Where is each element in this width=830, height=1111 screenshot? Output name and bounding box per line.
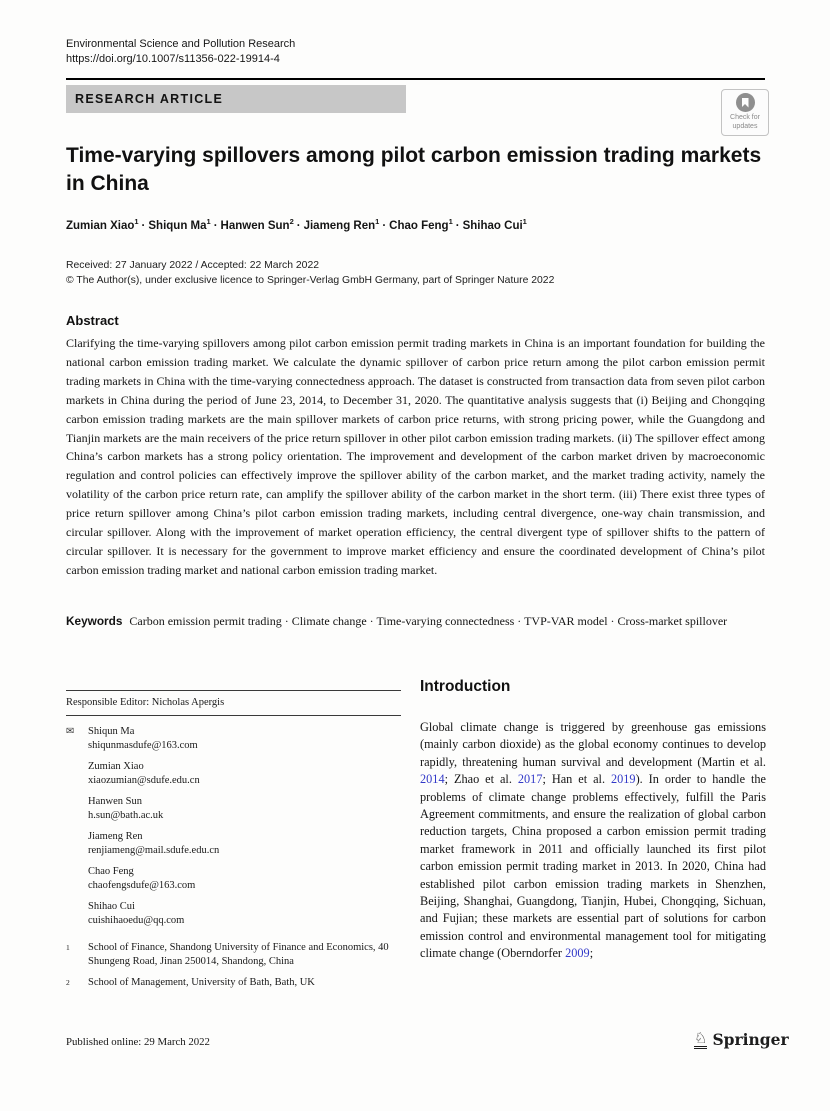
abstract-heading: Abstract [66, 313, 119, 328]
introduction-section [420, 678, 766, 963]
intro-text-segment: Global climate change is triggered by greenhouse gas emissions (mainly carbon dioxide) as the global economy continues to develop rapidly, threatening human survival and development (Martin et al. [420, 720, 766, 769]
article-type-banner [66, 85, 406, 113]
author-name: Hanwen Sun [220, 219, 290, 232]
author-affiliation-sup: 1 [375, 217, 380, 226]
contact-entry [66, 830, 401, 858]
springer-horse-icon: ♘ [694, 1029, 708, 1047]
author-name: Zumian Xiao [66, 219, 135, 232]
citation-link[interactable]: 2014 [420, 772, 445, 787]
contact-email[interactable]: xiaozumian@sdufe.edu.cn [88, 775, 200, 786]
journal-header [66, 37, 295, 67]
intro-text-segment: ; Han et al. [542, 772, 611, 787]
affiliation-text: School of Management, University of Bath, Bath, UK [88, 977, 315, 988]
affiliation-list [66, 941, 401, 997]
envelope-icon: ✉ [66, 726, 75, 737]
author-affiliation-sup: 1 [448, 217, 453, 226]
author-affiliation-sup: 2 [289, 217, 294, 226]
contact-entry [66, 795, 401, 823]
crossmark-icon [736, 93, 755, 112]
envelope-icon-placeholder [66, 865, 88, 893]
check-for-updates-badge[interactable] [721, 89, 769, 136]
author-separator: · [213, 219, 218, 232]
affiliation-number: 2 [66, 978, 70, 987]
author-name: Jiameng Ren [303, 219, 376, 232]
author-name: Chao Feng [389, 219, 449, 232]
envelope-icon-placeholder [66, 830, 88, 858]
check-updates-label: Check for updates [730, 114, 760, 130]
contact-email[interactable]: h.sun@bath.ac.uk [88, 810, 164, 821]
contact-email[interactable]: chaofengsdufe@163.com [88, 880, 196, 891]
author-affiliation-sup: 1 [522, 217, 527, 226]
intro-text-segment: ; Zhao et al. [444, 772, 518, 787]
copyright-line: © The Author(s), under exclusive licence to Springer-Verlag GmbH Germany, part of Springer Nature 2022 [66, 274, 555, 286]
dates-block [66, 259, 766, 288]
doi-text: https://doi.org/10.1007/s11356-022-19914-4 [66, 53, 280, 65]
envelope-icon-placeholder [66, 900, 88, 928]
header-divider [66, 78, 765, 80]
citation-link[interactable]: 2017 [517, 772, 543, 787]
contact-entry [66, 760, 401, 788]
keywords-label: Keywords [66, 614, 123, 628]
title-line-1: Time-varying spillovers among pilot carbon emission trading markets [66, 144, 762, 167]
contact-entry [66, 865, 401, 893]
article-type-label: RESEARCH ARTICLE [75, 92, 224, 106]
intro-text-segment: ; [589, 946, 594, 961]
springer-logo [694, 1030, 789, 1049]
affiliation-text: School of Finance, Shandong University of Finance and Economics, 40 Shungeng Road, Jinan 250014, Shandong, China [88, 942, 389, 967]
affiliation-number: 1 [66, 943, 70, 952]
contact-name: Hanwen Sun [88, 796, 142, 807]
contact-name: Jiameng Ren [88, 831, 143, 842]
editor-divider-bottom [66, 715, 401, 716]
springer-wordmark: Springer [712, 1030, 789, 1049]
contact-name: Chao Feng [88, 866, 134, 877]
contact-name: Shihao Cui [88, 901, 135, 912]
author-affiliation-sup: 1 [206, 217, 211, 226]
envelope-icon-placeholder [66, 795, 88, 823]
contact-name: Zumian Xiao [88, 761, 144, 772]
keywords-block [66, 613, 765, 631]
published-online: Published online: 29 March 2022 [66, 1036, 210, 1048]
responsible-editor: Responsible Editor: Nicholas Apergis [66, 697, 225, 708]
journal-name: Environmental Science and Pollution Research [66, 38, 296, 50]
intro-text-segment: ). In order to handle the problems of climate change problems effectively, fulfill the Paris Agreement commitments, and ensure the realization of global carbon reduction targets, China proposed a carbon emission permit trading market framework in 2011 and officially launched its first pilot carbon emission permit trading market in 2013. In 2020, China had established pilot carbon emission trading markets in Shenzhen, Beijing, Shanghai, Guangdong, Tianjin, Hubei, Chongqing, Sichuan, and Fujian; these markets are essential part of solutions for carbon emission control and environmental management tool for mitigating climate change (Oberndorfer [420, 772, 766, 961]
contact-email[interactable]: cuishihaoedu@qq.com [88, 915, 185, 926]
contact-entry [66, 725, 401, 753]
author-separator: · [455, 219, 460, 232]
abstract-text: Clarifying the time-varying spillovers among pilot carbon emission permit trading markets in China is an important foundation for building the national carbon emission trading market. We calculate the dynamic spillover of carbon price return among the pilot carbon emission permit trading markets in China with the time-varying connectedness approach. The dataset is constructed from transaction data from seven pilot carbon markets in China during the period of June 23, 2014, to December 31, 2020. The quantitative analysis suggests that (i) Beijing and Chongqing carbon emission trading markets are the main spillover markets of carbon price returns, with strong pricing power, while the Guangdong and Tianjin markets are the main receivers of the price return spillover in other pilot carbon emission trading markets. (ii) The spillover effect among China’s carbon markets has a strong policy orientation. The improvement and development of the carbon market driven by macroeconomic regulation and control policies can effectively improve the spillover ability of the carbon market, and the market trading activity, namely the volatility of the carbon price return rate, can amplify the spillover ability of the carbon market in the short term. (iii) There exist three types of price return spillover among China’s pilot carbon emission trading markets, including central divergence, one-way chain transmission, and circular spillover. Along with the improvement of market operation efficiency, the central divergent type of spillover shifts to the pattern of circular spillover. It is necessary for the government to improve market efficiency and ensure the coordinated development of China’s pilot carbon emission trading market and national carbon emission trading market. [66, 336, 765, 577]
contact-entry [66, 900, 401, 928]
introduction-heading: Introduction [420, 678, 511, 695]
contact-email[interactable]: shiqunmasdufe@163.com [88, 740, 198, 751]
keywords-text: Carbon emission permit trading · Climate change · Time-varying connectedness · TVP-VAR model · Cross-market spillover [129, 614, 728, 628]
author-separator: · [382, 219, 387, 232]
citation-link[interactable]: 2019 [610, 772, 636, 787]
author-line [66, 217, 766, 232]
envelope-icon-placeholder [66, 760, 88, 788]
author-name: Shihao Cui [462, 219, 523, 232]
citation-link[interactable]: 2009 [565, 946, 590, 961]
author-separator: · [141, 219, 146, 232]
title-line-2: in China [66, 172, 149, 195]
bookmark-icon [742, 98, 749, 108]
page-title [66, 142, 766, 198]
affiliation-entry [66, 976, 401, 990]
contact-email[interactable]: renjiameng@mail.sdufe.edu.cn [88, 845, 220, 856]
intro-paragraph [420, 719, 766, 963]
contact-name: Shiqun Ma [88, 726, 135, 737]
author-affiliation-sup: 1 [134, 217, 139, 226]
author-name: Shiqun Ma [148, 219, 207, 232]
contact-list [66, 725, 401, 928]
affiliation-entry [66, 941, 401, 969]
footnote-column [66, 690, 401, 935]
received-accepted-line: Received: 27 January 2022 / Accepted: 22 March 2022 [66, 260, 320, 271]
author-separator: · [296, 219, 301, 232]
